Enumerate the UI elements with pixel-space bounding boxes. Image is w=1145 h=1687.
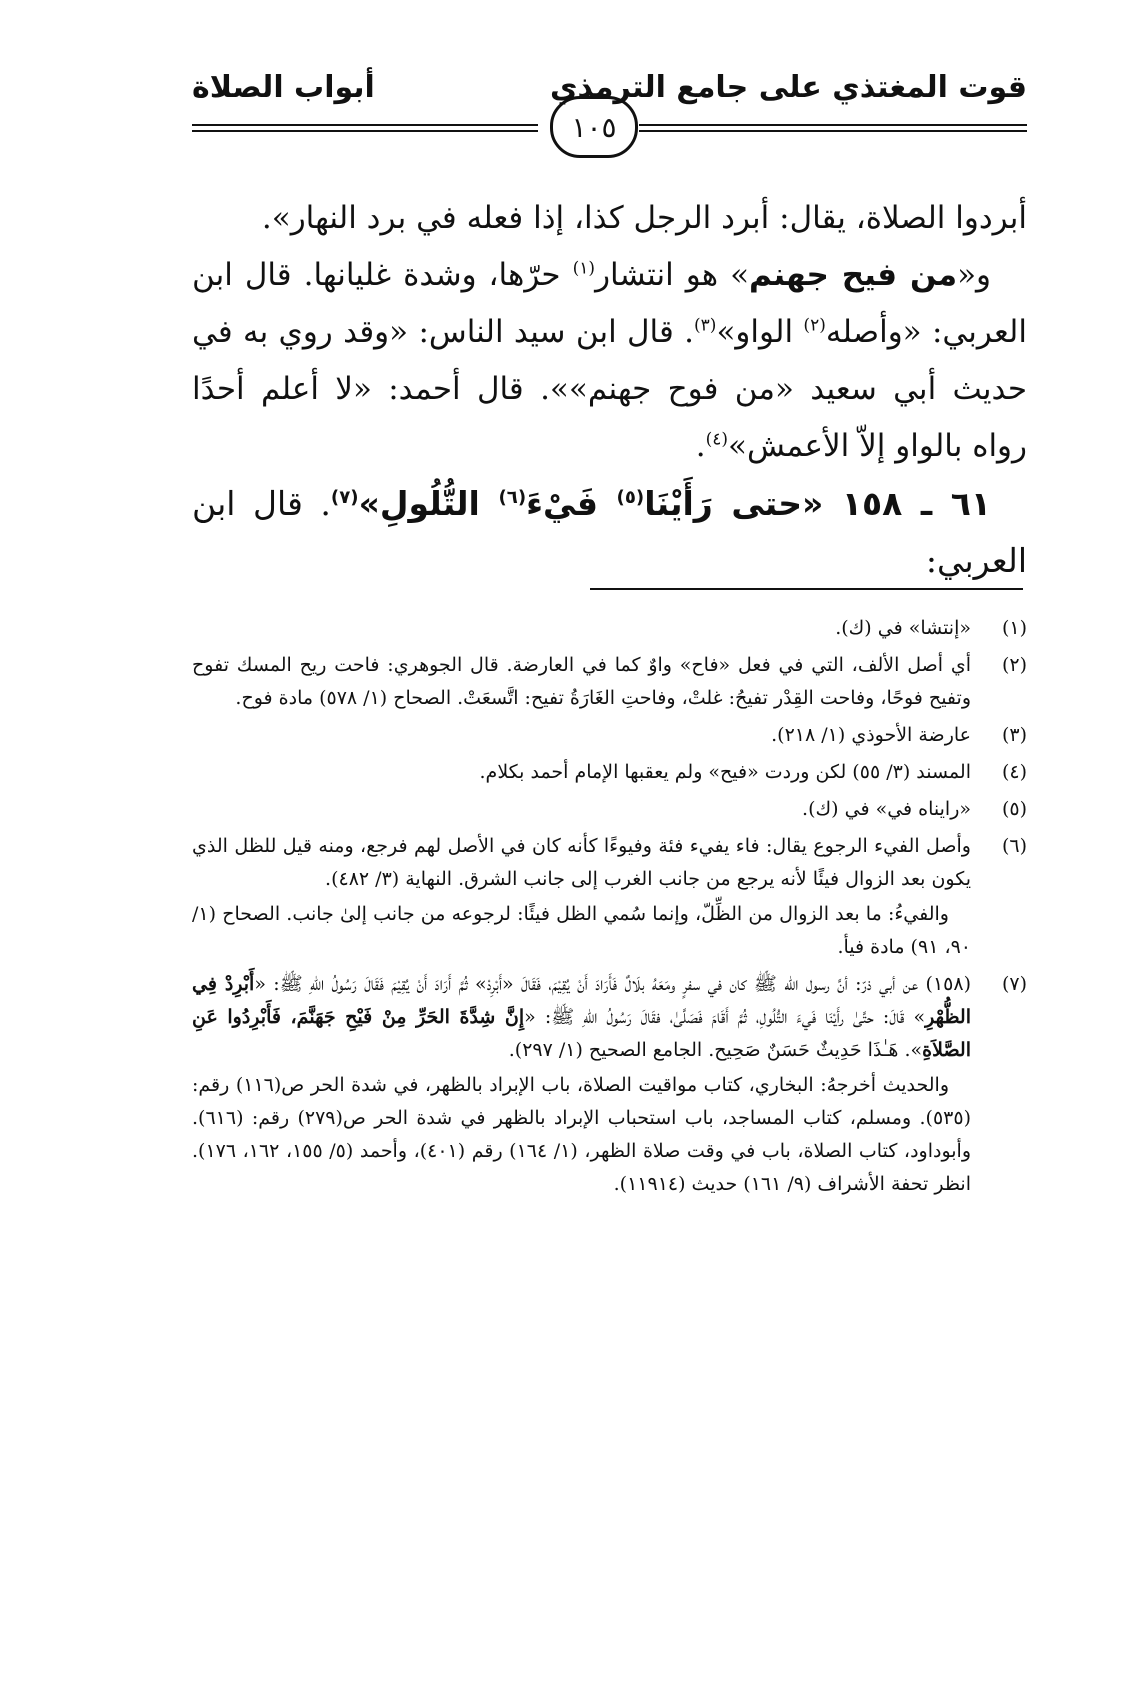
footnote-ref: (٢) [803, 315, 826, 336]
footnote-ref: (٤) [705, 429, 729, 450]
text-run: . قال ابن العربي: [192, 484, 1027, 580]
footnote [192, 756, 1027, 789]
text-run: » هو انتشار [595, 257, 750, 293]
hadith-quote: أَبْرِدْ فِي الظُّهْرِ [192, 973, 971, 1028]
text-run: (١٥٨) عن أبي ذرّ: أنَّ رسول الله ﷺ كان في سفرٍ ومَعَهُ بلَالٌ فَأَرَادَ أَنْ يُقِيْمَ، فَقَالَ «أَبْرِدْ» ثُمَّ أَرَادَ أَنْ يُقِيْمَ فَقَالَ رَسُولُ اللهِ ﷺ: « [254, 973, 971, 995]
text-run: «حتى رَأَيْنَا [644, 484, 824, 523]
footnote-number: (١) [1001, 617, 1027, 639]
footnotes [192, 612, 1027, 1205]
hadith-quote: إِنَّ شِدَّةَ الحَرِّ مِنْ فَيْحِ جَهَنَّمَ، فَأَبْرِدُوا عَنِ الصَّلاَةِ [192, 1006, 971, 1061]
text-run: حرّها، وشدة غليانها. قال ابن العربي: «وأصله [192, 257, 1027, 350]
footnote-text: «رايناه في» في (ك). [802, 798, 971, 820]
chapter-title: أبواب الصلاة [192, 70, 375, 105]
footnote-text: أي أصل الألف، التي في فعل «فاح» واوٌ كما في العارضة. قال الجوهري: فاحت ريح المسك تفوح وتفيح فوحًا، وفاحت القِدْر تفيحُ: غلتْ، وفاحتِ الغَارَةُ تفيح: اتَّسعَتْ. الصحاح (١/ ٥٧٨) مادة فوح. [192, 654, 971, 709]
hadith-heading [192, 475, 1027, 589]
footnote-ref: (٦) [498, 487, 527, 508]
footnote-ref: (٣) [693, 315, 717, 336]
hadith-number: ٦١ ـ ١٥٨ [823, 484, 992, 523]
footnote-ref: (٥) [616, 487, 645, 508]
footnote [192, 649, 1027, 715]
main-text [192, 190, 1027, 589]
text-run: و« [957, 257, 991, 293]
footnote-text [192, 968, 971, 1067]
footnote-subtext: والحديث أخرجهُ: البخاري، كتاب مواقيت الصلاة، باب الإبراد بالظهر، في شدة الحر ص(١١٦) رقم: (٥٣٥). ومسلم، كتاب المساجد، باب استحباب الإبراد بالظهر في شدة الحر ص(٢٧٩) رقم: (٦١٦). وأبوداود، كتاب الصلاة، باب في وقت صلاة الظهر، (١/ ١٦٤) رقم (٤٠١)، وأحمد (٥/ ١٥٥، ١٦٢، ١٧٦). انظر تحفة الأشراف (٩/ ١٦١) حديث (١١٩١٤). [192, 1074, 971, 1195]
footnote-ref: (٧) [330, 487, 359, 508]
book-title: قوت المغتذي على جامع الترمذي [550, 70, 1027, 105]
footnote-number: (٤) [1001, 761, 1027, 783]
footnote [192, 830, 1027, 964]
footnote-text: «إنتشا» في (ك). [835, 617, 971, 639]
text-run: » قَالَ: حتَّىٰ رأَيْنَا فَيءَ التُّلُولِ، ثُمَّ أَقَامَ فَصَلَّىٰ، فقَالَ رَسُولُ اللهِ ﷺ: « [524, 1006, 926, 1028]
text-run: . قال ابن سيد الناس: «وقد روي به في حديث أبي سعيد «من فوح جهنم»». قال أحمد: «لا أعلم أحدًا رواه بالواو إلاّ الأعمش» [192, 314, 1027, 464]
header-rule-right [639, 124, 1027, 132]
footnote-subtext: والفيءُ: ما بعد الزوال من الظِّلّ، وإنما سُمي الظل فيئًا: لرجوعه من جانب إلىٰ جانب. الصحاح (١/ ٩٠، ٩١) مادة فيأ. [192, 903, 971, 958]
text-run: الواو» [716, 314, 804, 350]
text-run: . [695, 428, 706, 464]
footnote [192, 719, 1027, 752]
header-rule-left [192, 124, 538, 132]
footnote [192, 612, 1027, 645]
quoted-phrase: من فيح جهنم [749, 257, 958, 293]
footnote [192, 793, 1027, 826]
footnote-text: عارضة الأحوذي (١/ ٢١٨). [771, 724, 971, 746]
footnote-number: (٥) [1001, 798, 1027, 820]
footnote-text: المسند (٣/ ٥٥) لكن وردت «فيح» ولم يعقبها الإمام أحمد بكلام. [479, 761, 971, 783]
footnote-number: (٢) [1001, 654, 1027, 676]
footnote-text: وأصل الفيء الرجوع يقال: فاء يفيء فئة وفيوءًا كأنه كان في الأصل لهم فرجع، ومنه قيل للظل الذي يكون بعد الزوال فيئًا لأنه يرجع من جانب الغرب إلى جانب الشرق. النهاية (٣/ ٤٨٢). [192, 835, 971, 890]
page-number: ١٠٥ [550, 96, 638, 158]
text-run: فَيْءَ [526, 484, 617, 523]
footnote-number: (٧) [1001, 973, 1027, 995]
footnote-number: (٣) [1001, 724, 1027, 746]
footnote-number: (٦) [1001, 835, 1027, 857]
text-run: ». هَـٰذَا حَدِيثٌ حَسَنٌ صَحِيح. الجامع الصحيح (١/ ٢٩٧). [508, 1039, 923, 1061]
footnote [192, 968, 1027, 1201]
main-line-1: أبردوا الصلاة، يقال: أبرد الرجل كذا، إذا فعله في برد النهار». [261, 200, 1027, 236]
main-paragraph-2 [192, 247, 1027, 475]
footnote-ref: (١) [572, 258, 596, 279]
text-run: التُّلُولِ» [358, 484, 499, 523]
footnote-separator [590, 588, 1023, 590]
